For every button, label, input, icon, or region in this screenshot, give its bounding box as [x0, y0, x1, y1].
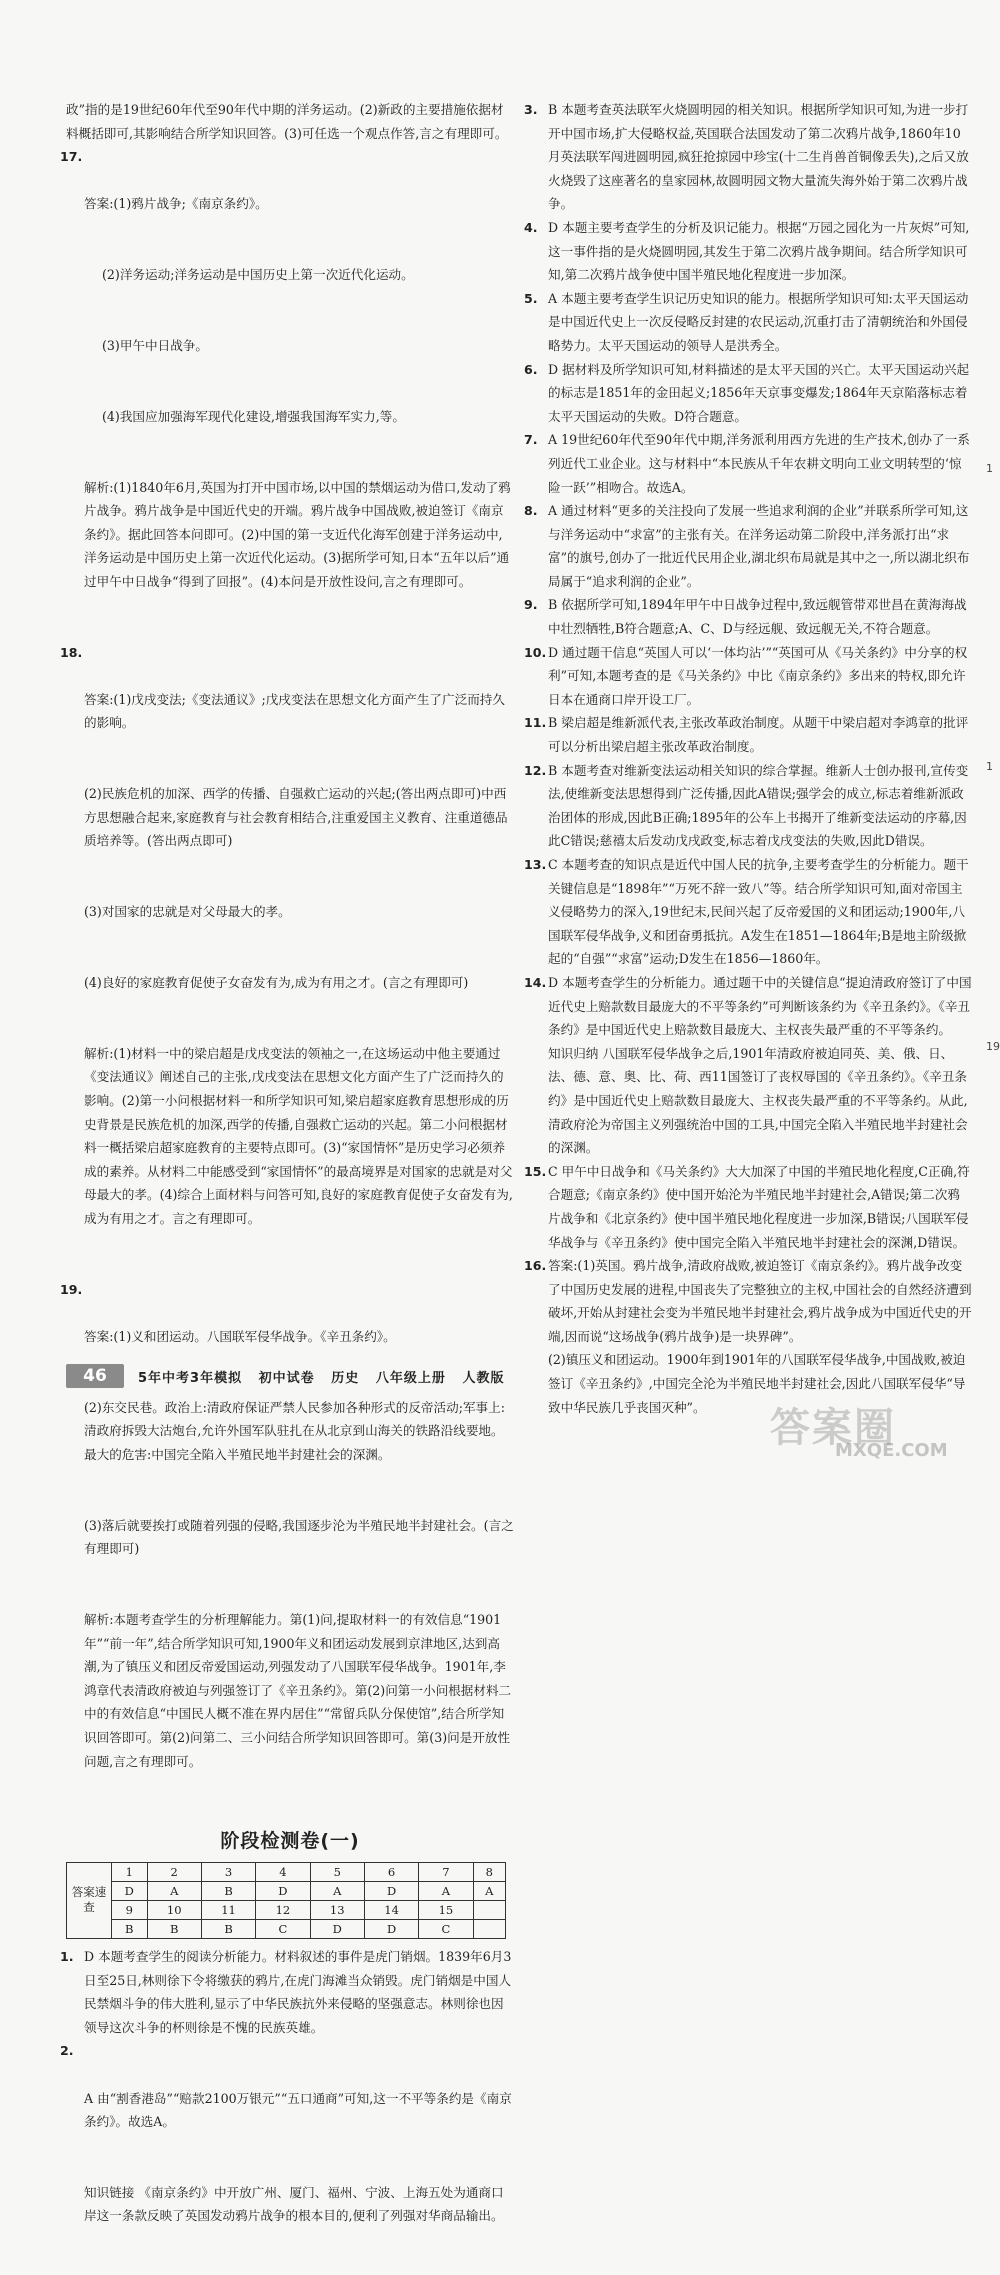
table-cell: 13	[310, 1900, 364, 1919]
question-5	[524, 287, 972, 358]
watermark-site: MXQE.COM	[835, 1440, 948, 1461]
question-text: D 据材料及所学知识可知,材料描述的是太平天国的兴亡。太平天国运动兴起的标志是1851年的金田起义;1856年天京事变爆发;1864年天京陷落标志着太平天国运动的失败。D符合题意。	[548, 361, 970, 424]
question-16	[524, 1254, 972, 1419]
question-number: 18.	[60, 644, 83, 660]
question-text: A 通过材料“更多的关注投向了发展一些追求利润的企业”并联系所学可知,这与洋务运动中“求富”的主张有关。在洋务运动第二阶段中,洋务派打出“求富”的旗号,创办了一批近代民用企业,湖北织布局就是其中之一,所以湖北织布局属于“追求利润的企业”。	[548, 503, 970, 589]
page-footer	[66, 1364, 504, 1388]
question-text: C 甲午中日战争和《马关条约》大大加深了中国的半殖民地化程度,C正确,符合题意;《南京条约》使中国开始沦为半殖民地半封建社会,A错误;第二次鸦片战争和《北京条约》使中国半殖民地化程度进一步加深,B错误;八国联军侵华战争与《辛丑条约》使中国完全陷入半殖民地半封建社会的深渊,D错误。	[548, 1163, 970, 1250]
table-cell: 14	[364, 1900, 418, 1919]
question-number: 4.	[524, 219, 538, 235]
question-number: 12.	[524, 762, 547, 778]
question-text: A 由“割香港岛”“赔款2100万银元”“五口通商”可知,这一不平等条约是《南京条约》。故选A。	[84, 2090, 512, 2130]
question-text: D 通过题干信息“英国人可以‘一体均沾’”“英国可从《马关条约》中分享的权利”可知,本题考查的是《马关条约》中比《南京条约》多出来的特权,即允许日本在通商口岸开设工厂。	[548, 644, 968, 707]
question-9	[524, 593, 972, 640]
answer-line: 答案:(1)鸦片战争;《南京条约》。	[84, 196, 268, 212]
table-cell: B	[201, 1881, 255, 1900]
answer-line: (4)良好的家庭教育促使子女奋发有为,成为有用之才。(言之有理即可)	[84, 974, 469, 990]
question-3	[524, 98, 972, 216]
table-cell: A	[473, 1881, 505, 1900]
table-cell: A	[419, 1881, 473, 1900]
question-10	[524, 641, 972, 712]
answer-line: (3)对国家的忠就是对父母最大的孝。	[84, 904, 291, 920]
question-text: D 本题主要考查学生的分析及识记能力。根据“万园之园化为一片灰烬”可知,这一事件指的是火烧圆明园,其发生于第二次鸦片战争期间。结合所学知识可知,第二次鸦片战争使中国半殖民地化程度进一步加深。	[548, 219, 970, 283]
question-number: 11.	[524, 715, 547, 731]
footer-grade: 八年级上册	[375, 1370, 446, 1386]
question-18	[60, 641, 514, 1278]
question-text: B 本题考查英法联军火烧圆明园的相关知识。根据所学知识可知,为进一步打开中国市场,扩大侵略权益,英国联合法国发动了第二次鸦片战争,1860年10月英法联军闯进圆明园,疯狂抢掠园中珍宝(十二生肖兽首铜像丢失),之后又放火烧毁了这座著名的皇家园林,故圆明园文物大量流失海外始于第二次鸦片战争。	[548, 102, 969, 212]
question-6	[524, 358, 972, 429]
analysis-text: 解析:(1)1840年6月,英国为打开中国市场,以中国的禁烟运动为借口,发动了鸦片战争。鸦片战争是中国近代史的开端。鸦片战争中国战败,被迫签订《南京条约》。据此回答本问即可。(2)中国的第一支近代化海军创建于洋务运动中,洋务运动是中国历史上第一次近代化运动。(3)据所学可知,日本“五年以后”通过甲午中日战争“得到了回报”。(4)本问是开放性设问,言之有理即可。	[84, 479, 511, 589]
footer-book-info	[138, 1367, 504, 1386]
left-column	[60, 98, 514, 2275]
question-text: A 本题主要考查学生识记历史知识的能力。根据所学知识可知:太平天国运动是中国近代史上一次反侵略反封建的农民运动,沉重打击了清朝统治和外国侵略势力。太平天国运动的领导人是洪秀全。	[548, 290, 969, 353]
table-cell: 9	[112, 1900, 148, 1919]
table-cell: D	[364, 1919, 418, 1938]
question-number: 13.	[524, 857, 547, 872]
table-cell: 12	[256, 1900, 310, 1919]
footer-edition: 人教版	[462, 1370, 505, 1386]
table-cell: A	[147, 1881, 201, 1900]
table-cell	[473, 1919, 505, 1938]
table-cell: 10	[147, 1900, 201, 1919]
question-number: 2.	[60, 2043, 74, 2059]
footer-series: 5年中考3年模拟	[138, 1370, 243, 1386]
question-text: B 梁启超是维新派代表,主张改革政治制度。从题干中梁启超对李鸿章的批评可以分析出梁启超主张改革政治制度。	[548, 715, 969, 755]
table-cell: C	[256, 1919, 310, 1938]
question-8	[524, 499, 972, 593]
question-text: B 依据所学可知,1894年甲午中日战争过程中,致远舰管带邓世昌在黄海海战中壮烈牺牲,B符合题意;A、C、D与经远舰、致远舰无关,不符合题意。	[548, 597, 967, 637]
answer-line: (2)民族危机的加深、西学的传播、自强救亡运动的兴起;(答出两点即可)中西方思想融合起来,家庭教育与社会教育相结合,注重爱国主义教育、注重道德品质培养等。(答出两点即可)	[84, 786, 508, 849]
question-text: C 本题考查的知识点是近代中国人民的抗争,主要考查学生的分析能力。题干关键信息是“1898年”“万死不辞一致八”等。结合所学知识可知,面对帝国主义侵略势力的深入,19世纪末,民间兴起了反帝爱国的义和团运动;1900年,八国联军侵华战争,义和团奋勇抵抗。A发生在1851—1864年;B是地主阶级掀起的“自强”“求富”运动;D发生在1856—1860年。	[548, 857, 969, 967]
question-11	[524, 711, 972, 758]
page-number: 46	[66, 1364, 124, 1388]
answer-line: (2)洋务运动;洋务运动是中国历史上第一次近代化运动。	[102, 267, 414, 283]
analysis-text: 解析:(1)材料一中的梁启超是戊戌变法的领袖之一,在这场运动中他主要通过《变法通议》阐述自己的主张,戊戌变法在思想文化方面产生了广泛而持久的影响。(2)第一小问根据材料一和所学知识可知,梁启超家庭教育思想形成的历史背景是民族危机的加深,西学的传播,自强救亡运动的兴起。第二小问根据材料一概括梁启超家庭教育的主要特点即可。(3)“家国情怀”是历史学习必须养成的素养。从材料二中能感受到“家国情怀”的最高境界是对国家的忠就是对父母最大的孝。(4)综合上面材料与问答可知,良好的家庭教育促使子女奋发有为,成为有用之才。言之有理即可。	[84, 1045, 513, 1226]
question-number: 7.	[524, 432, 538, 448]
analysis-text: 解析:本题考查学生的分析理解能力。第(1)问,提取材料一的有效信息“1901年”“前一年”,结合所学知识可知,1900年义和团运动发展到京津地区,达到高潮,为了镇压义和团反帝爱国运动,列强发动了八国联军侵华战争。1901年,李鸿章代表清政府被迫与列强签订了《辛丑条约》。第(2)问第一小问根据材料二中的有效信息“中国民人概不准在界内居住”“常留兵队分保使馆”,结合所学知识回答即可。第(2)问第二、三小问结合所学知识回答即可。第(3)问是开放性问题,言之有理即可。	[84, 1612, 512, 1769]
question-17	[60, 145, 514, 640]
table-cell: 2	[147, 1862, 201, 1881]
table-cell: 1	[112, 1862, 148, 1881]
table-cell: 4	[256, 1862, 310, 1881]
footer-book-type: 初中试卷	[258, 1370, 315, 1386]
table-cell: B	[201, 1919, 255, 1938]
intro-paragraph: 政”指的是19世纪60年代至90年代中期的洋务运动。(2)新政的主要措施依据材料概括即可,其影响结合所学知识回答。(3)可任选一个观点作答,言之有理即可。	[66, 102, 508, 141]
table-cell: C	[419, 1919, 473, 1938]
question-1	[60, 1945, 514, 2039]
table-cell: D	[256, 1881, 310, 1900]
question-number: 14.	[524, 974, 547, 990]
table-row-label: 答案速查	[67, 1862, 112, 1938]
question-number: 5.	[524, 290, 538, 306]
answer-line: (2)镇压义和团运动。1900年到1901年的八国联军侵华战争,中国战败,被迫签订《辛丑条约》,中国完全沦为半殖民地半封建社会,因此八国联军侵华“导致中华民族几乎丧国灭种”。	[548, 1352, 966, 1415]
edge-marker: 1	[986, 462, 993, 475]
table-cell	[473, 1900, 505, 1919]
answer-quick-check-table	[66, 1862, 506, 1939]
table-cell: B	[147, 1919, 201, 1938]
question-number: 15.	[524, 1163, 547, 1179]
question-number: 19.	[60, 1281, 83, 1297]
right-column	[524, 98, 972, 1419]
section-title: 阶段检测卷(一)	[220, 1830, 360, 1853]
answer-line: (3)甲午中日战争。	[102, 337, 208, 353]
table-cell: D	[112, 1881, 148, 1900]
table-cell: 6	[364, 1862, 418, 1881]
answer-line: (4)我国应加强海军现代化建设,增强我国海军实力,等。	[102, 408, 405, 424]
question-number: 10.	[524, 644, 547, 660]
question-number: 6.	[524, 361, 538, 377]
question-2	[60, 2039, 514, 2275]
table-cell: 7	[419, 1862, 473, 1881]
question-number: 1.	[60, 1948, 74, 1964]
answer-line: (2)东交民巷。政治上:清政府保证严禁人民参加各种形式的反帝活动;军事上:清政府拆毁大沽炮台,允许外国军队驻扎在从北京到山海关的铁路沿线要地。最大的危害:中国完全陷入半殖民地半封建社会的深渊。	[84, 1399, 505, 1462]
edge-marker: 1	[986, 760, 993, 773]
table-cell: B	[112, 1919, 148, 1938]
question-7	[524, 428, 972, 499]
question-text: 答案:(1)英国。鸦片战争,清政府战败,被迫签订《南京条约》。鸦片战争改变了中国历史发展的进程,中国丧失了完整独立的主权,中国社会的自然经济遭到破坏,开始从封建社会变为半殖民地半封建社会,鸦片战争成为中国近代史的开端,因而说“这场战争(鸦片战争)是一块界碑”。	[548, 1258, 972, 1344]
question-15	[524, 1160, 972, 1254]
question-text: A 19世纪60年代至90年代中期,洋务派利用西方先进的生产技术,创办了一系列近代工业企业。这与材料中“本民族从千年农耕文明向工业文明转型的‘惊险一跃’”相吻合。故选A。	[548, 432, 970, 495]
question-number: 8.	[524, 503, 538, 519]
answer-line: (3)落后就要挨打或随着列强的侵略,我国逐步沦为半殖民地半封建社会。(言之有理即可)	[84, 1517, 514, 1557]
watermark-logo: 答案圈	[770, 1405, 896, 1451]
table-cell: 15	[419, 1900, 473, 1919]
question-14	[524, 971, 972, 1160]
question-4	[524, 216, 972, 287]
question-number: 16.	[524, 1258, 547, 1274]
question-12	[524, 759, 972, 853]
edge-marker: 19	[986, 1040, 1000, 1053]
question-number: 3.	[524, 102, 538, 117]
question-13	[524, 853, 972, 971]
table-cell: 3	[201, 1862, 255, 1881]
question-number: 9.	[524, 597, 538, 613]
question-text: B 本题考查对维新变法运动相关知识的综合掌握。维新人士创办报刊,宣传变法,使维新变法思想得到广泛传播,因此A错误;强学会的成立,标志着维新派政治团体的形成,因此B正确;1895年的公车上书揭开了维新变法运动的序幕,因此C错误;慈禧太后发动戊戌政变,标志着戊戌变法的失败,因此D错误。	[548, 762, 969, 849]
answer-line: 答案:(1)戊戌变法;《变法通议》;戊戌变法在思想文化方面产生了广泛而持久的影响。	[84, 691, 505, 731]
question-text: D 本题考查学生的阅读分析能力。材料叙述的事件是虎门销烟。1839年6月3日至25日,林则徐下令将缴获的鸦片,在虎门海滩当众销毁。虎门销烟是中国人民禁烟斗争的伟大胜利,显示了中华民族抗外来侵略的坚强意志。林则徐也因领导这次斗争的杯则徐是不愧的民族英雄。	[84, 1948, 512, 2035]
knowledge-link: 知识链接 《南京条约》中开放广州、厦门、福州、宁波、上海五处为通商口岸这一条款反映了英国发动鸦片战争的根本目的,便利了列强对华商品输出。	[84, 2184, 504, 2224]
table-cell: 8	[473, 1862, 505, 1881]
table-cell: D	[364, 1881, 418, 1900]
table-cell: 5	[310, 1862, 364, 1881]
answer-line: 答案:(1)义和团运动。八国联军侵华战争。《辛丑条约》。	[84, 1328, 396, 1344]
knowledge-summary: 知识归纳 八国联军侵华战争之后,1901年清政府被迫同英、美、俄、日、法、德、意、奥、比、荷、西11国签订了丧权辱国的《辛丑条约》。《辛丑条约》是中国近代史上赔款数目最庞大、主权丧失最严重的不平等条约。从此,清政府沦为帝国主义列强统治中国的工具,中国完全陷入半殖民地半封建社会的深渊。	[548, 1045, 968, 1156]
table-cell: D	[310, 1919, 364, 1938]
footer-subject: 历史	[331, 1370, 360, 1386]
question-text: D 本题考查学生的分析能力。通过题干中的关键信息“提迫清政府签订了中国近代史上赔款数目最庞大的不平等条约”可判断该条约为《辛丑条约》。《辛丑条约》是中国近代史上赔款数目最庞大、主权丧失最严重的不平等条约。	[548, 974, 972, 1038]
question-number: 17.	[60, 149, 83, 165]
question-19	[60, 1278, 514, 1821]
table-cell: A	[310, 1881, 364, 1900]
table-cell: 11	[201, 1900, 255, 1919]
